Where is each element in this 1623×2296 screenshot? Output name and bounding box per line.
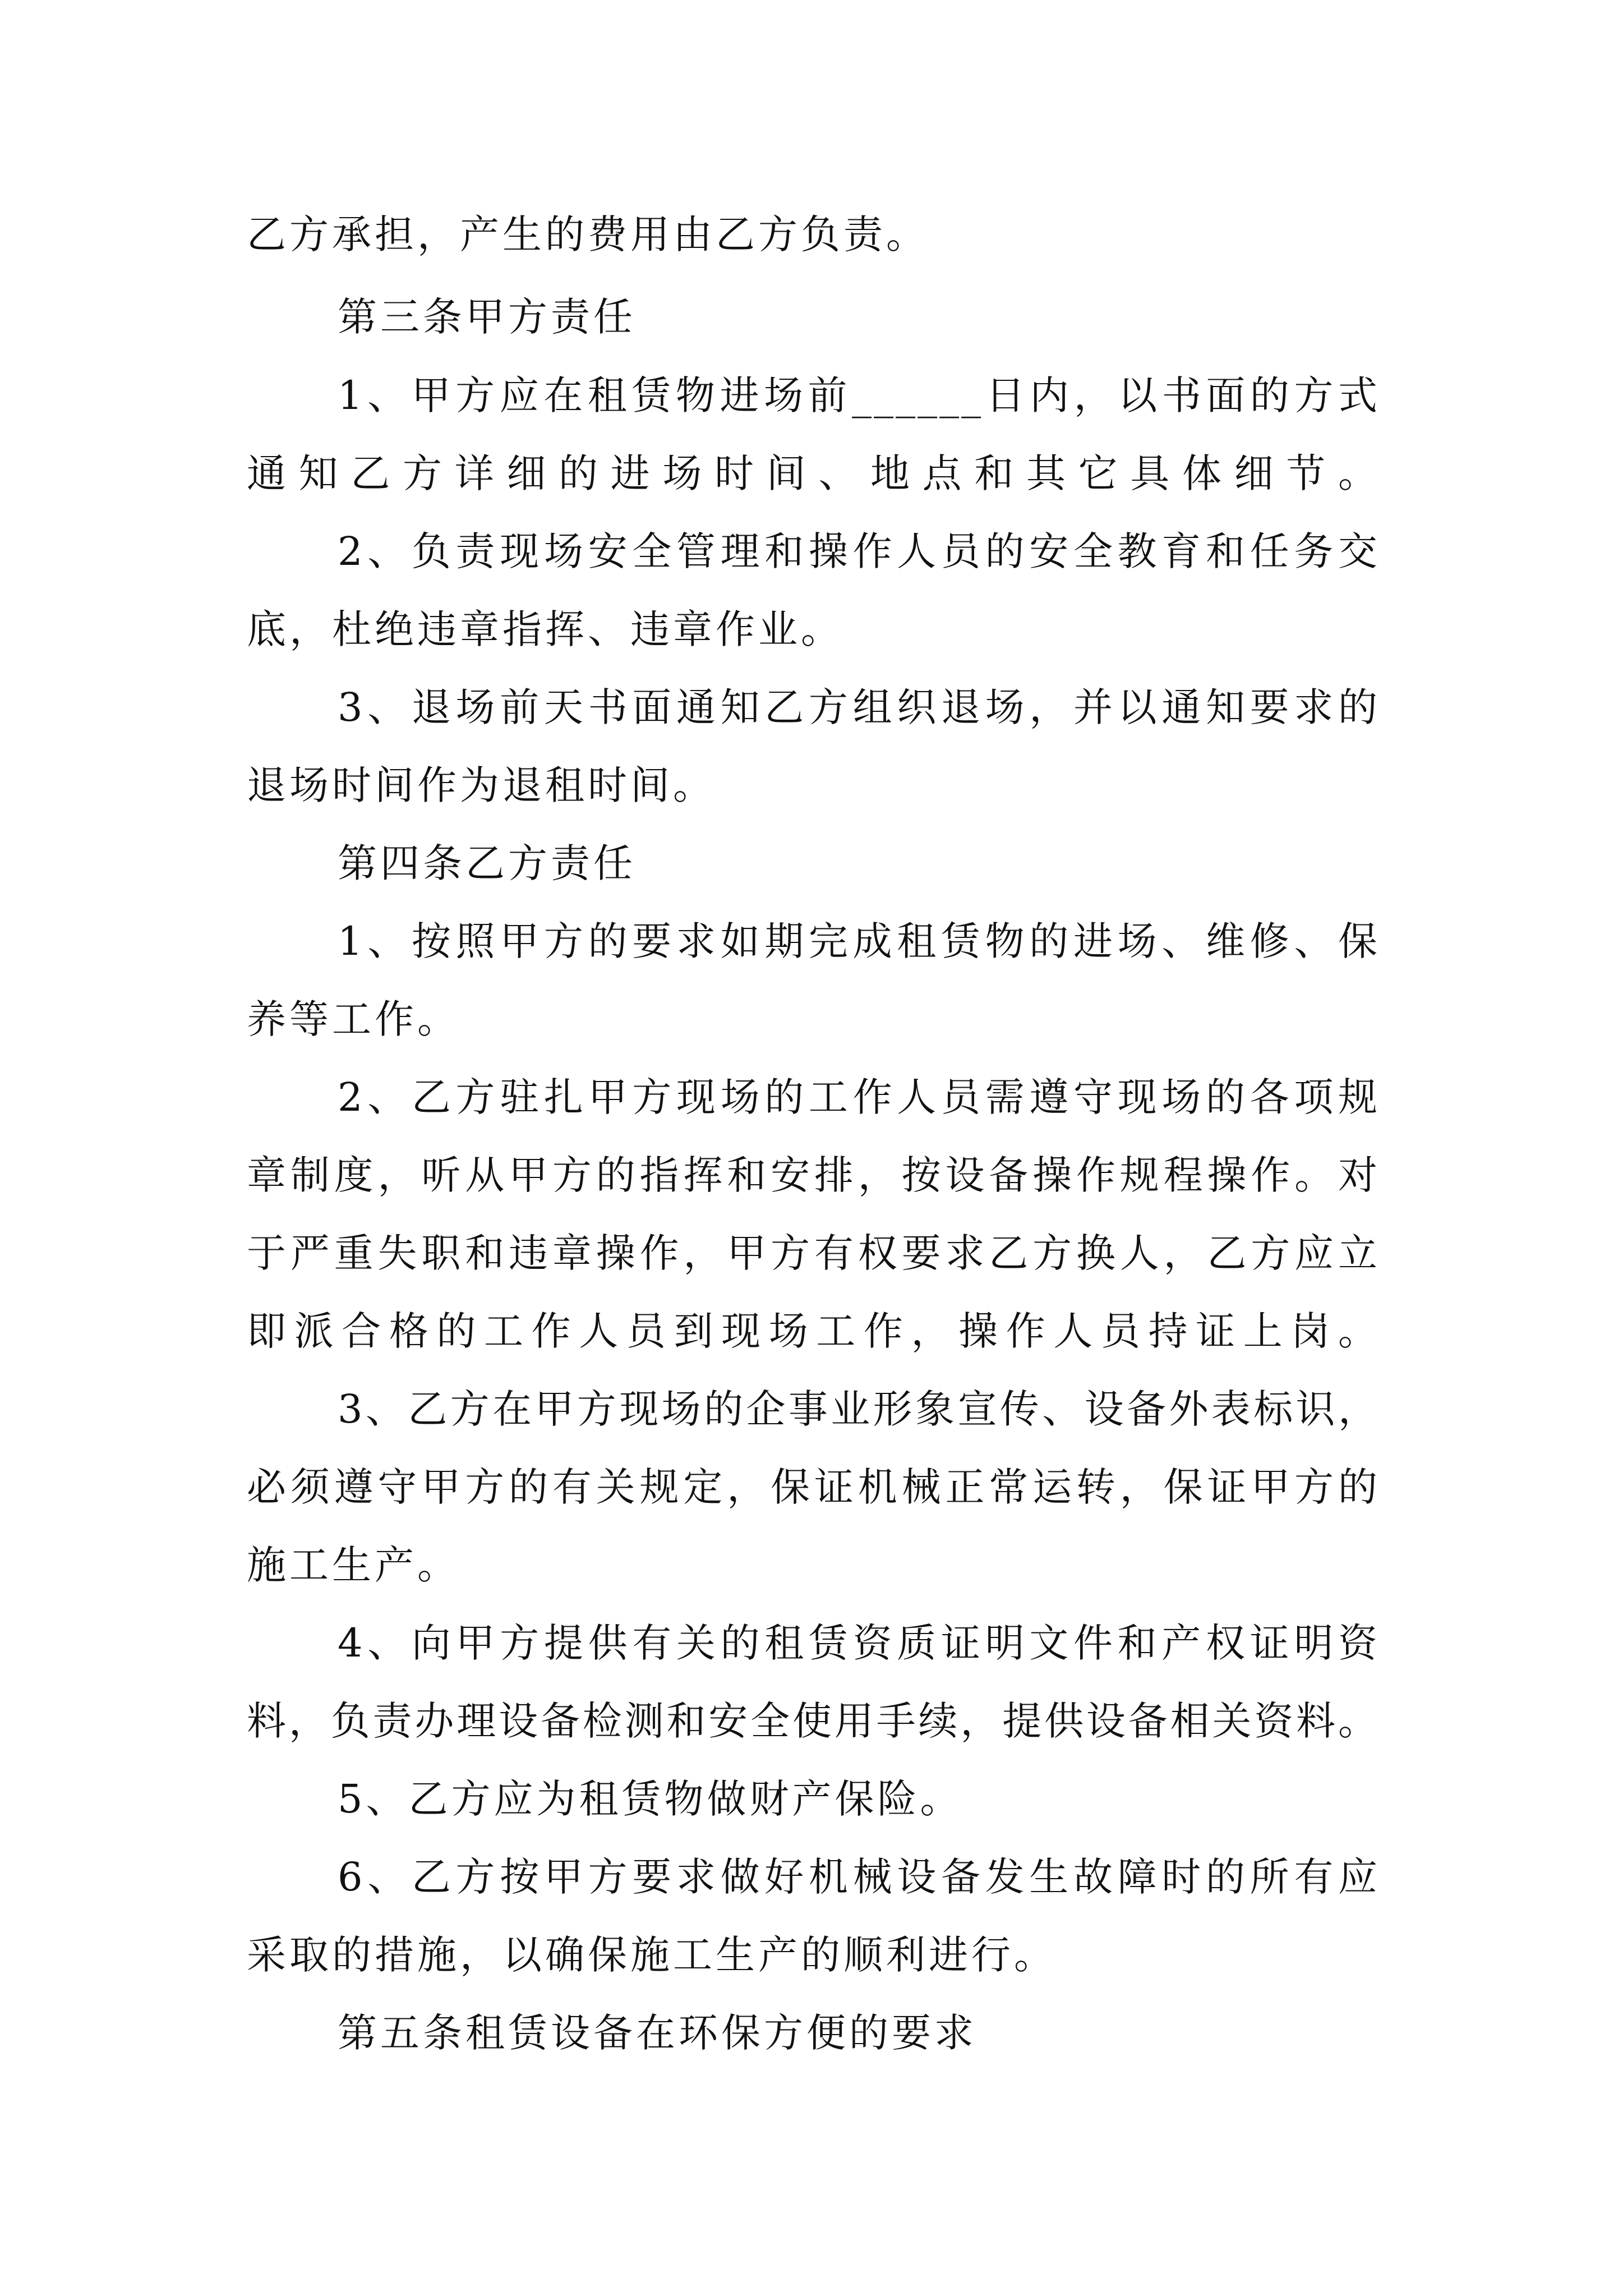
text-line: 施工生产。 [247,1542,460,1588]
text-line: 2、负责现场安全管理和操作人员的安全教育和任务交 [338,528,1380,574]
text-line: 5、乙方应为租赁物做财产保险。 [338,1776,963,1822]
section-heading: 第五条租赁设备在环保方便的要求 [338,2010,977,2056]
text-line: 章制度，听从甲方的指挥和安排，按设备操作规程操作。对 [247,1152,1380,1198]
text-line: 1、甲方应在租赁物进场前______日内，以书面的方式 [338,372,1380,418]
text-line: 2、乙方驻扎甲方现场的工作人员需遵守现场的各项规 [338,1074,1380,1120]
text-line: 采取的措施，以确保施工生产的顺利进行。 [247,1932,1057,1978]
text-line: 通知乙方详细的进场时间、地点和其它具体细节。 [247,450,1380,496]
text-line: 6、乙方按甲方要求做好机械设备发生故障时的所有应 [338,1854,1380,1900]
text-line: 退场时间作为退租时间。 [247,762,716,808]
text-line: 底，杜绝违章指挥、违章作业。 [247,606,843,652]
text-line: 于严重失职和违章操作，甲方有权要求乙方换人，乙方应立 [247,1230,1380,1276]
text-line: 3、乙方在甲方现场的企事业形象宣传、设备外表标识， [338,1386,1380,1432]
text-line: 料，负责办理设备检测和安全使用手续，提供设备相关资料。 [247,1698,1380,1744]
text-line: 必须遵守甲方的有关规定，保证机械正常运转，保证甲方的 [247,1464,1380,1510]
section-heading: 第四条乙方责任 [338,840,636,886]
text-line: 养等工作。 [247,996,460,1042]
section-heading: 第三条甲方责任 [338,294,636,340]
text-line: 1、按照甲方的要求如期完成租赁物的进场、维修、保 [338,918,1380,964]
text-line: 即派合格的工作人员到现场工作，操作人员持证上岗。 [247,1308,1380,1354]
text-line: 乙方承担，产生的费用由乙方负责。 [247,211,929,257]
text-line: 3、退场前天书面通知乙方组织退场，并以通知要求的 [338,684,1380,730]
text-line: 4、向甲方提供有关的租赁资质证明文件和产权证明资 [338,1620,1380,1666]
